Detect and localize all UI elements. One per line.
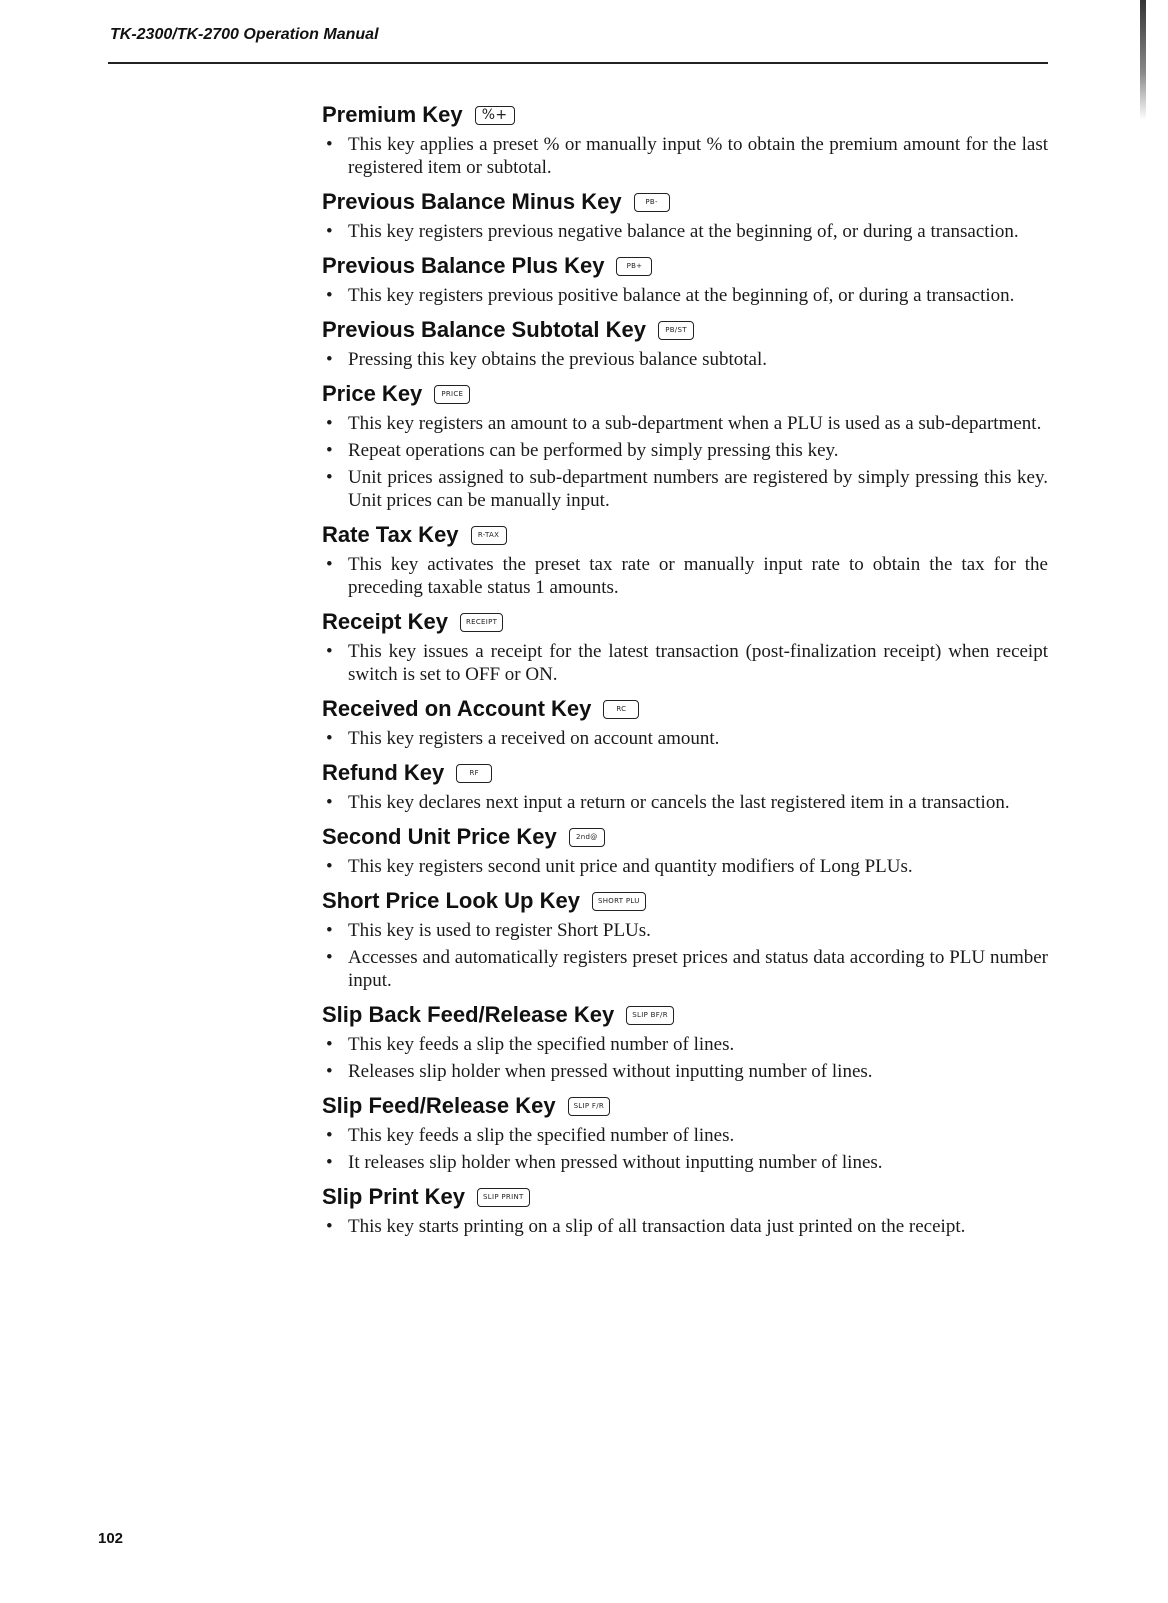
key-entry (322, 1002, 1048, 1083)
bullet-item: • Repeat operations can be performed by simply pressing this key. (322, 439, 1048, 462)
key-entry (322, 760, 1048, 814)
key-title: Second Unit Price Key (322, 824, 557, 849)
slip-print-key-icon: SLIP PRINT (477, 1188, 530, 1207)
key-heading (322, 696, 1048, 722)
key-title: Premium Key (322, 102, 463, 127)
key-entry (322, 824, 1048, 878)
bullet-item: • Unit prices assigned to sub-department numbers are registered by simply pressing this key. Unit prices can be manually input. (322, 466, 1048, 512)
header-rule (108, 62, 1048, 64)
key-heading (322, 102, 1048, 128)
receipt-key-icon: RECEIPT (460, 613, 503, 632)
bullet-item: • This key registers second unit price and quantity modifiers of Long PLUs. (322, 855, 1048, 878)
key-entry (322, 102, 1048, 179)
bullet-list (322, 1033, 1048, 1083)
bullet-item: • Accesses and automatically registers preset prices and status data according to PLU number input. (322, 946, 1048, 992)
key-heading (322, 189, 1048, 215)
second-unit-price-key-icon: 2nd@ (569, 828, 605, 847)
key-title: Previous Balance Subtotal Key (322, 317, 646, 342)
running-header: TK-2300/TK-2700 Operation Manual (110, 26, 379, 43)
key-entry (322, 253, 1048, 307)
bullet-list (322, 284, 1048, 307)
key-heading (322, 317, 1048, 343)
key-heading (322, 1184, 1048, 1210)
key-entry (322, 522, 1048, 599)
bullet-item: • This key registers an amount to a sub-department when a PLU is used as a sub-department. (322, 412, 1048, 435)
key-title: Received on Account Key (322, 696, 592, 721)
bullet-list (322, 855, 1048, 878)
bullet-list (322, 553, 1048, 599)
key-heading (322, 1002, 1048, 1028)
scan-edge-mark (1140, 0, 1146, 120)
slip-back-feed-key-icon: SLIP BF/R (626, 1006, 674, 1025)
key-title: Refund Key (322, 760, 445, 785)
premium-key-icon: %+ (475, 106, 515, 125)
bullet-list (322, 640, 1048, 686)
bullet-item: • This key starts printing on a slip of all transaction data just printed on the receipt. (322, 1215, 1048, 1238)
key-heading (322, 760, 1048, 786)
bullet-item: • This key feeds a slip the specified number of lines. (322, 1033, 1048, 1056)
price-key-icon: PRICE (434, 385, 470, 404)
bullet-item: • Releases slip holder when pressed without inputting number of lines. (322, 1060, 1048, 1083)
key-entry (322, 317, 1048, 371)
bullet-item: • This key registers previous negative balance at the beginning of, or during a transaction. (322, 220, 1048, 243)
page-number: 102 (98, 1530, 124, 1547)
bullet-item: • This key declares next input a return or cancels the last registered item in a transaction. (322, 791, 1048, 814)
key-heading (322, 888, 1048, 914)
key-entry (322, 381, 1048, 512)
key-title: Short Price Look Up Key (322, 888, 580, 913)
key-entry (322, 888, 1048, 992)
short-plu-key-icon: SHORT PLU (592, 892, 646, 911)
key-title: Previous Balance Plus Key (322, 253, 605, 278)
bullet-item: • This key feeds a slip the specified number of lines. (322, 1124, 1048, 1147)
key-title: Slip Feed/Release Key (322, 1093, 556, 1118)
key-entry (322, 1093, 1048, 1174)
bullet-list (322, 1215, 1048, 1238)
pb-subtotal-key-icon: PB/ST (658, 321, 694, 340)
bullet-list (322, 791, 1048, 814)
key-heading (322, 381, 1048, 407)
refund-key-icon: RF (456, 764, 492, 783)
bullet-item: • This key applies a preset % or manually input % to obtain the premium amount for the last registered item or subtotal. (322, 133, 1048, 179)
bullet-item: • This key registers previous positive balance at the beginning of, or during a transaction. (322, 284, 1048, 307)
key-title: Previous Balance Minus Key (322, 189, 622, 214)
bullet-item: • This key is used to register Short PLUs. (322, 919, 1048, 942)
received-on-account-key-icon: RC (603, 700, 639, 719)
key-entry (322, 609, 1048, 686)
rate-tax-key-icon: R-TAX (471, 526, 507, 545)
key-entry (322, 1184, 1048, 1238)
bullet-item: • This key activates the preset tax rate or manually input rate to obtain the tax for the preceding taxable status 1 amounts. (322, 553, 1048, 599)
key-title: Rate Tax Key (322, 522, 459, 547)
key-descriptions (322, 102, 1048, 1248)
bullet-item: • It releases slip holder when pressed without inputting number of lines. (322, 1151, 1048, 1174)
pb-plus-key-icon: PB+ (616, 257, 652, 276)
key-title: Receipt Key (322, 609, 448, 634)
slip-feed-key-icon: SLIP F/R (568, 1097, 611, 1116)
key-title: Price Key (322, 381, 423, 406)
bullet-item: • This key registers a received on account amount. (322, 727, 1048, 750)
key-heading (322, 609, 1048, 635)
key-heading (322, 253, 1048, 279)
bullet-list (322, 220, 1048, 243)
key-title: Slip Print Key (322, 1184, 466, 1209)
key-entry (322, 696, 1048, 750)
key-heading (322, 1093, 1048, 1119)
bullet-list (322, 727, 1048, 750)
key-entry (322, 189, 1048, 243)
bullet-item: • This key issues a receipt for the latest transaction (post-finalization receipt) when receipt switch is set to OFF or ON. (322, 640, 1048, 686)
bullet-list (322, 919, 1048, 992)
key-heading (322, 522, 1048, 548)
bullet-list (322, 1124, 1048, 1174)
bullet-item: • Pressing this key obtains the previous balance subtotal. (322, 348, 1048, 371)
bullet-list (322, 412, 1048, 512)
bullet-list (322, 133, 1048, 179)
key-heading (322, 824, 1048, 850)
pb-minus-key-icon: PB- (634, 193, 670, 212)
key-title: Slip Back Feed/Release Key (322, 1002, 615, 1027)
bullet-list (322, 348, 1048, 371)
